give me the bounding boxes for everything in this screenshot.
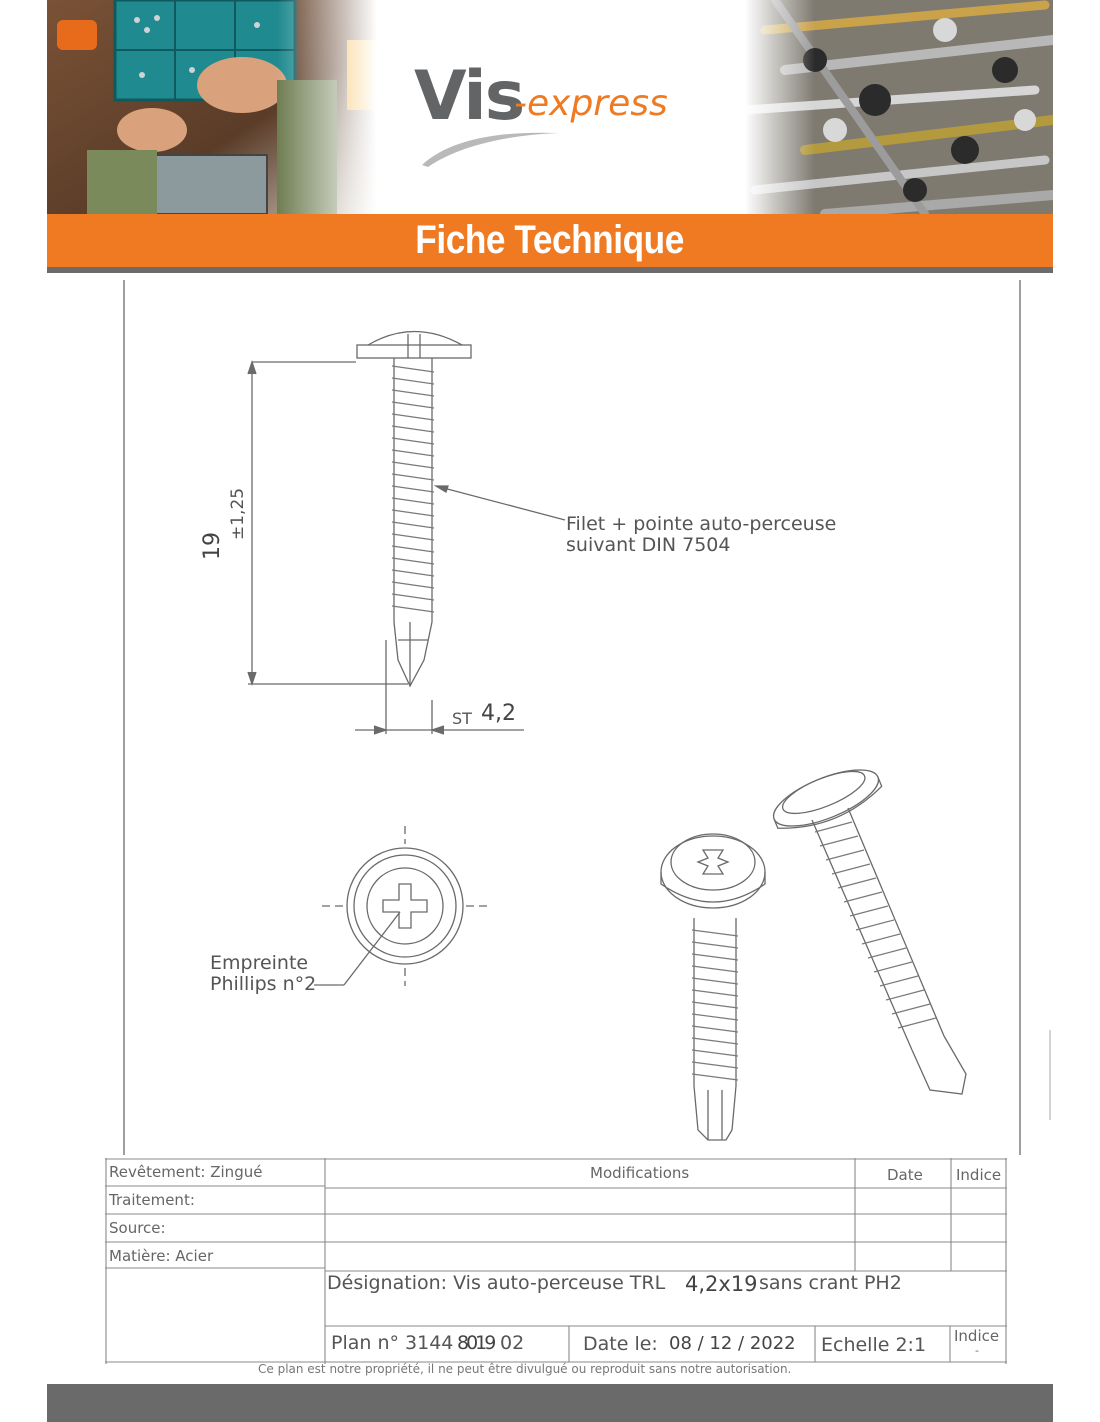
date-value: 08 / 12 / 2022: [669, 1333, 796, 1354]
logo-swoosh-icon: [420, 125, 560, 170]
date-header: Date: [887, 1166, 923, 1184]
index-value: -: [975, 1344, 979, 1357]
index-header: Indice: [956, 1166, 1002, 1184]
coating-label: Revêtement: Zingué: [109, 1163, 263, 1181]
material-label: Matière: Acier: [109, 1247, 214, 1265]
scale-label: Echelle 2:1: [821, 1334, 927, 1356]
index-label: Indice: [954, 1327, 1000, 1345]
page-title: Fiche Technique: [415, 218, 685, 262]
recess-line1: Empreinte: [210, 952, 309, 974]
dimension-tolerance: ±1,25: [228, 487, 248, 540]
technical-drawing: [0, 275, 1100, 1155]
diameter-value: 4,2: [481, 701, 516, 726]
header-photo-toolbox: [47, 0, 377, 214]
date-label: Date le:: [583, 1333, 658, 1355]
dimension-length: 19: [200, 532, 225, 560]
designation-size: 4,2x19: [685, 1272, 758, 1296]
title-block: [105, 1158, 1007, 1364]
header-photo-screws: [745, 0, 1053, 214]
plan-label: Plan n° 3144: [331, 1332, 454, 1354]
plan-suffix: 02: [500, 1332, 525, 1354]
logo-vis-text: Vis: [414, 57, 524, 136]
designation-suffix: sans crant PH2: [759, 1272, 902, 1294]
vis-express-logo: [410, 55, 710, 175]
thread-note-line2: suivant DIN 7504: [566, 534, 731, 556]
modifications-header: Modifications: [590, 1164, 690, 1182]
title-banner: [47, 214, 1053, 273]
ownership-notice: Ce plan est notre propriété, il ne peut être divulgué ou reproduit sans notre autorisation.: [258, 1362, 792, 1376]
source-label: Source:: [109, 1219, 166, 1237]
plan-number: 8019: [457, 1332, 494, 1354]
footer-bar: [47, 1384, 1053, 1422]
thread-note-line1: Filet + pointe auto-perceuse: [566, 513, 837, 535]
logo-express-text: -express: [514, 83, 668, 124]
recess-line2: Phillips n°2: [210, 973, 317, 995]
diameter-prefix: ST: [452, 709, 472, 728]
designation-prefix: Désignation: Vis auto-perceuse TRL: [327, 1272, 666, 1294]
treatment-label: Traitement:: [109, 1191, 195, 1209]
